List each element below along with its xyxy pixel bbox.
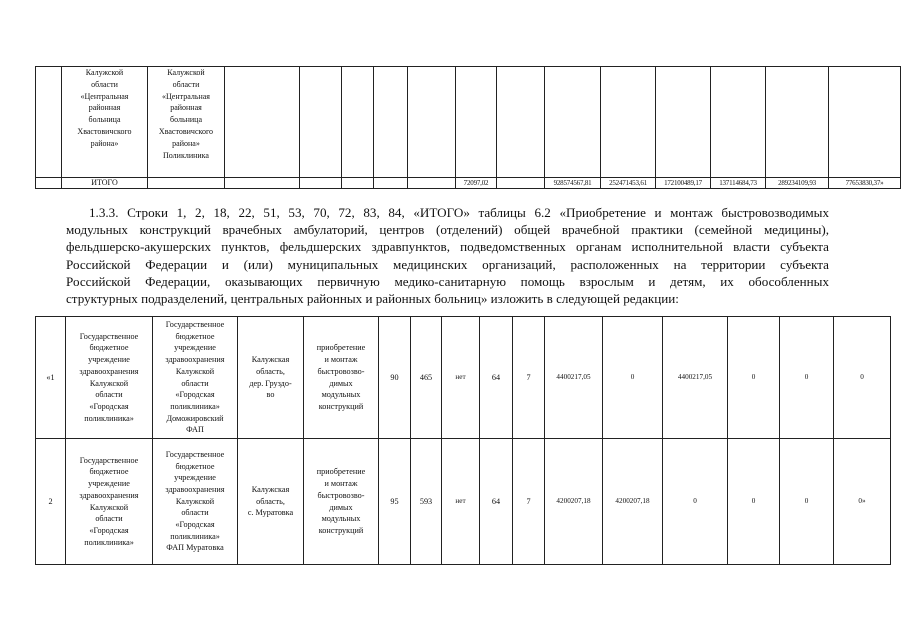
cell-line: Калужской [175, 496, 215, 506]
table-row [36, 317, 891, 439]
table-6-2 [35, 316, 891, 565]
cell-line: во [266, 390, 275, 400]
cell-line: димых [329, 502, 353, 512]
cell-line: и монтаж [324, 479, 358, 489]
cell-line: область, [256, 366, 285, 376]
cell-line: конструкций [318, 525, 364, 535]
cell-line: области [91, 79, 118, 89]
cell-line: здравоохранения [79, 490, 139, 500]
table-cell: нет [442, 439, 480, 565]
cell-line: Государственное [79, 331, 139, 341]
table-row [36, 67, 901, 178]
cell-line: области [181, 378, 209, 388]
row-number: «1 [36, 317, 66, 439]
amount-cell: 4400217,05 [663, 317, 728, 439]
cell-line: учреждение [88, 355, 130, 365]
amount-cell: 0 [728, 439, 780, 565]
cell-line: и монтаж [324, 355, 358, 365]
cell-line: здравоохранения [79, 366, 139, 376]
cell-line: Калужской [175, 366, 215, 376]
cell-line: Калужская [251, 484, 290, 494]
table-cell: 64 [480, 439, 513, 565]
paragraph-line: фельдшерско-акушерских пунктов, фельдшерских здравпунктов, подведомственных органам исполнительной власти субъекта [66, 239, 829, 255]
table-cell [545, 67, 601, 178]
cell-line: конструкций [318, 401, 364, 411]
amount-cell: 0» [834, 439, 891, 565]
cell-line: бюджетное [89, 343, 129, 353]
cell-line: приобретение [316, 467, 366, 477]
paragraph-line: Российской Федерации, оказывающих первичную медико-санитарную помощь взрослым и детям, их обособленных [66, 273, 829, 289]
amount-cell: 0 [834, 317, 891, 439]
cell-line: с. Муратовка [247, 508, 294, 518]
table-cell [225, 67, 300, 178]
cell-line: здравоохранения [165, 355, 225, 365]
table-cell [456, 67, 497, 178]
cell-line: область, [256, 496, 285, 506]
cell-line: Доможировский [166, 413, 224, 423]
cell-line: района» [172, 138, 200, 148]
total-value: 72097,02 [456, 178, 497, 189]
table-cell [148, 178, 225, 189]
total-value: 137114684,73 [711, 178, 766, 189]
organization-cell [66, 439, 153, 565]
cell-line: районная [88, 103, 121, 113]
cell-line: поликлиника» [84, 537, 134, 547]
paragraph-line: структурных подразделений, центральных районных и районных больниц» изложить в следующей редакции: [66, 291, 679, 307]
cell-line: области [95, 514, 123, 524]
amount-cell: 0 [780, 439, 834, 565]
work-type-cell [304, 317, 379, 439]
total-value [497, 178, 545, 189]
object-cell [153, 317, 238, 439]
total-value: 928574567,81 [545, 178, 601, 189]
table-cell [36, 178, 62, 189]
cell-line: поликлиника» [170, 401, 220, 411]
total-value: 172100489,17 [656, 178, 711, 189]
cell-line: больница [88, 115, 121, 125]
cell-line: области [181, 508, 209, 518]
amount-cell: 4200207,18 [545, 439, 603, 565]
cell-line: «Центральная [80, 91, 129, 101]
row-number: 2 [36, 439, 66, 565]
cell-line: районная [170, 103, 202, 113]
paragraph-line: 1.3.3. Строки 1, 2, 18, 22, 51, 53, 70, 72, 83, 84, «ИТОГО» таблицы 6.2 «Приобретение и монтаж быстровозводимых [89, 205, 829, 220]
cell-line: Калужская [251, 355, 290, 365]
cell-line: Калужской [85, 68, 124, 77]
table-cell [36, 67, 62, 178]
cell-line: здравоохранения [165, 484, 225, 494]
cell-line: ФАП Муратовка [166, 543, 224, 553]
cell-line: области [172, 79, 200, 89]
cell-line: дер. Груздо- [249, 378, 292, 388]
location-cell [238, 317, 304, 439]
cell-line: Калужской [89, 378, 129, 388]
cell-line: модульных [321, 390, 361, 400]
cell-line: Хвастовичского [77, 126, 132, 136]
cell-line: учреждение [174, 343, 216, 353]
amount-cell: 0 [728, 317, 780, 439]
cell-line: «Городская [89, 525, 129, 535]
table-cell: 465 [411, 317, 442, 439]
amount-cell: 4400217,05 [545, 317, 603, 439]
table-cell [300, 178, 342, 189]
cell-line: учреждение [88, 479, 130, 489]
amount-cell: 0 [663, 439, 728, 565]
cell-line: учреждение [174, 473, 216, 483]
location-cell [238, 439, 304, 565]
table-cell [225, 178, 300, 189]
cell-line: «Центральная [162, 91, 210, 101]
cell-line: Поликлиника [163, 150, 209, 160]
cell-line: Хвастовичского [158, 126, 214, 136]
object-cell [153, 439, 238, 565]
table-cell [497, 67, 545, 178]
cell-line: Государственное [79, 455, 139, 465]
cell-line: «Городская [175, 390, 215, 400]
cell-line: бюджетное [175, 331, 215, 341]
table-cell [374, 67, 408, 178]
table-cell [342, 67, 374, 178]
work-type-cell [304, 439, 379, 565]
total-value: 289234109,93 [766, 178, 829, 189]
cell-line: быстровозво- [317, 366, 365, 376]
table-cell [601, 67, 656, 178]
table-cell [656, 67, 711, 178]
cell-line: Калужской [89, 502, 129, 512]
total-row [36, 178, 901, 189]
cell-line: димых [329, 378, 353, 388]
total-value: 77653830,37» [829, 178, 901, 189]
cell-line: бюджетное [89, 467, 129, 477]
table-cell [711, 67, 766, 178]
cell-line: больница [170, 115, 202, 125]
cell-line: «Городская [175, 520, 215, 530]
cell-line: бюджетное [175, 461, 215, 471]
cell-line: приобретение [316, 343, 366, 353]
table-cell [408, 178, 456, 189]
amendment-paragraph [66, 204, 829, 307]
cell-line: поликлиника» [170, 531, 220, 541]
cell-line: Государственное [165, 319, 225, 329]
paragraph-line: Российской Федерации и (или) муниципальных медицинских организаций, расположенных на территории субъекта [66, 256, 829, 272]
cell-line: поликлиника» [84, 413, 134, 423]
organization-cell [62, 67, 148, 178]
table-cell: 7 [513, 439, 545, 565]
amount-cell: 0 [603, 317, 663, 439]
table-cell: 7 [513, 317, 545, 439]
paragraph-line: модульных конструкций врачебных амбулаторий, центров (отделений) общей врачебной практики (семейной медицины), [66, 222, 829, 238]
table-cell: 64 [480, 317, 513, 439]
cell-line: быстровозво- [317, 490, 365, 500]
cell-line: района» [90, 138, 119, 148]
cell-line: «Городская [89, 401, 129, 411]
cell-line: области [95, 390, 123, 400]
table-cell [829, 67, 901, 178]
table-cell: 593 [411, 439, 442, 565]
previous-table-fragment [35, 66, 901, 189]
cell-line: ФАП [186, 425, 204, 435]
table-cell [374, 178, 408, 189]
table-cell [408, 67, 456, 178]
total-label: ИТОГО [62, 178, 148, 189]
total-value: 252471453,61 [601, 178, 656, 189]
cell-line: модульных [321, 514, 361, 524]
cell-line: Государственное [165, 449, 225, 459]
table-cell [766, 67, 829, 178]
cell-line: Калужской [167, 68, 205, 77]
table-cell: 95 [379, 439, 411, 565]
amount-cell: 4200207,18 [603, 439, 663, 565]
organization-cell [66, 317, 153, 439]
table-row [36, 439, 891, 565]
amount-cell: 0 [780, 317, 834, 439]
table-cell: 90 [379, 317, 411, 439]
table-cell: нет [442, 317, 480, 439]
object-cell [148, 67, 225, 178]
table-cell [342, 178, 374, 189]
table-cell [300, 67, 342, 178]
